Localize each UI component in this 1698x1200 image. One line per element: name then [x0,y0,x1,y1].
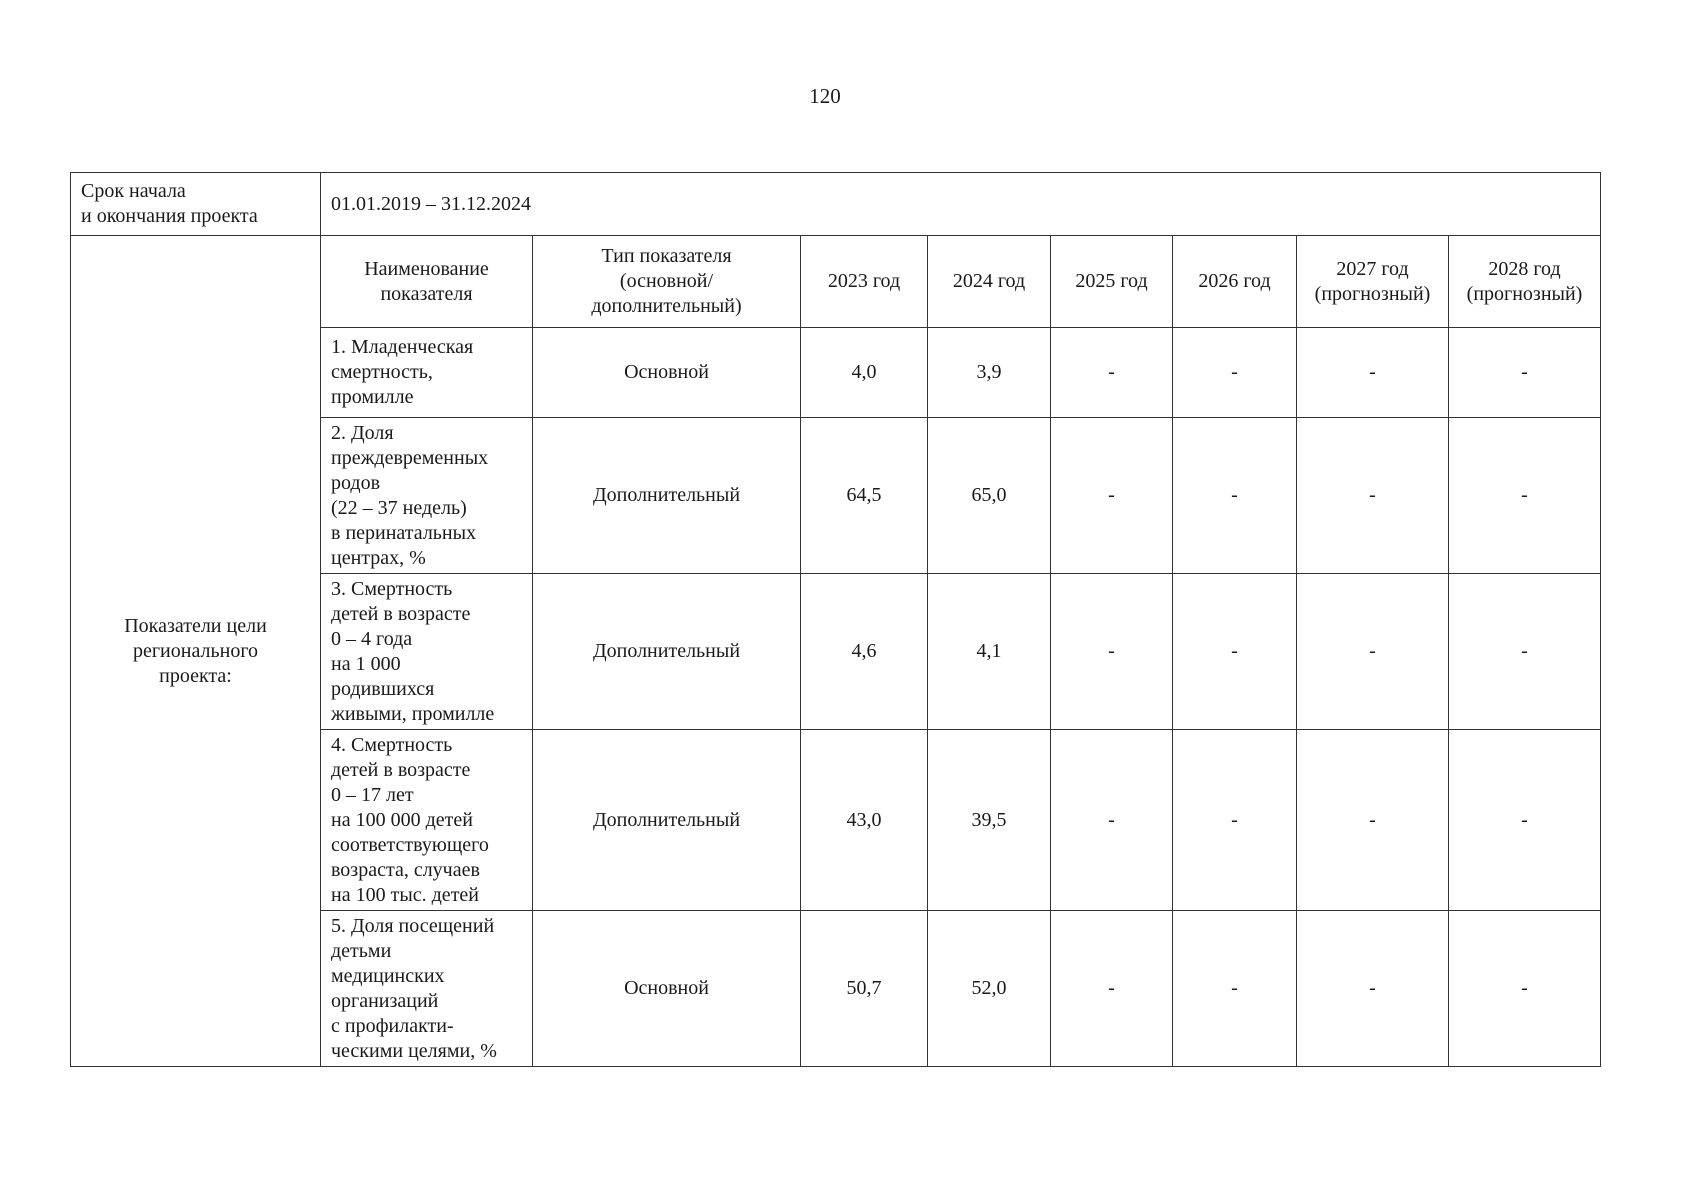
value-2023: 43,0 [801,730,928,911]
value-2026: - [1173,911,1297,1067]
indicator-type: Основной [533,911,801,1067]
header-2023: 2023 год [801,236,928,328]
value-2025: - [1051,730,1173,911]
value-2024: 65,0 [928,418,1051,574]
indicator-type: Основной [533,328,801,418]
page-number: 120 [809,84,841,108]
header-2025: 2025 год [1051,236,1173,328]
value-2023: 4,6 [801,574,928,730]
value-2026: - [1173,418,1297,574]
value-2023: 64,5 [801,418,928,574]
value-2027: - [1297,730,1449,911]
value-2028: - [1449,911,1601,1067]
header-name: Наименование показателя [321,236,533,328]
indicator-name: 3. Смертность детей в возрасте 0 – 4 года на 1 000 родившихся живыми, промилле [321,574,533,730]
project-term-row [71,173,1601,236]
value-2026: - [1173,574,1297,730]
value-2026: - [1173,730,1297,911]
header-row [71,236,1601,328]
value-2025: - [1051,911,1173,1067]
value-2024: 3,9 [928,328,1051,418]
value-2025: - [1051,328,1173,418]
value-2028: - [1449,418,1601,574]
value-2024: 4,1 [928,574,1051,730]
header-2026: 2026 год [1173,236,1297,328]
value-2024: 39,5 [928,730,1051,911]
value-2025: - [1051,574,1173,730]
indicator-name: 2. Доля преждевременных родов (22 – 37 недель) в перинатальных центрах, % [321,418,533,574]
indicator-type: Дополнительный [533,730,801,911]
value-2028: - [1449,328,1601,418]
indicator-type: Дополнительный [533,574,801,730]
value-2027: - [1297,574,1449,730]
project-term-value: 01.01.2019 – 31.12.2024 [321,173,1601,236]
section-label: Показатели цели регионального проекта: [71,236,321,1067]
header-2027: 2027 год (прогнозный) [1297,236,1449,328]
project-table [70,172,1601,1067]
value-2023: 4,0 [801,328,928,418]
indicator-name: 4. Смертность детей в возрасте 0 – 17 лет на 100 000 детей соответствующего возраста, случаев на 100 тыс. детей [321,730,533,911]
value-2025: - [1051,418,1173,574]
indicator-type: Дополнительный [533,418,801,574]
value-2027: - [1297,418,1449,574]
value-2028: - [1449,730,1601,911]
value-2026: - [1173,328,1297,418]
header-type: Тип показателя (основной/ дополнительный) [533,236,801,328]
header-2028: 2028 год (прогнозный) [1449,236,1601,328]
value-2028: - [1449,574,1601,730]
indicator-name: 5. Доля посещений детьми медицинских организаций с профилакти- ческими целями, % [321,911,533,1067]
value-2027: - [1297,911,1449,1067]
value-2024: 52,0 [928,911,1051,1067]
header-2024: 2024 год [928,236,1051,328]
project-term-label: Срок начала и окончания проекта [71,173,321,236]
value-2023: 50,7 [801,911,928,1067]
value-2027: - [1297,328,1449,418]
indicator-name: 1. Младенческая смертность, промилле [321,328,533,418]
